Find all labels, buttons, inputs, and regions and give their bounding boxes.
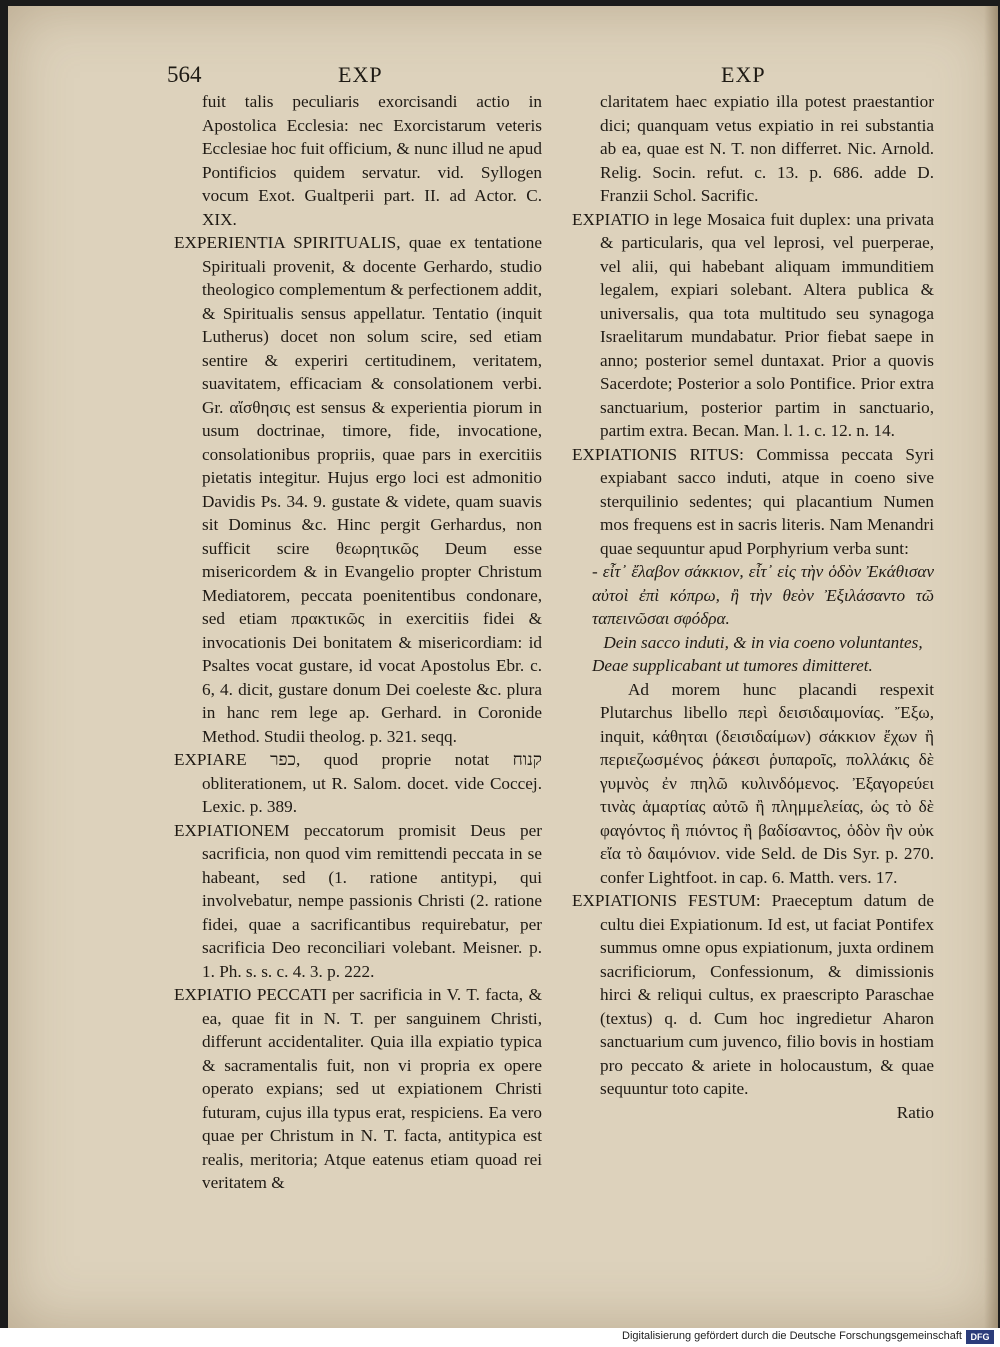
left-column: [174, 90, 542, 1195]
page-number: 564: [167, 62, 202, 87]
continuation-paragraph: fuit talis peculiaris exorcisandi actio in Apostolica Ecclesia: nec Exorcistarum veteris Ecclesiae hoc fuit officium, & nunc illud ne apud Pontificios quidem servatur. vid. Syllogen vocum Exot. Gualtperii part. II. ad Actor. C. XIX.: [202, 92, 542, 229]
right-column: [572, 90, 934, 1124]
catchword: Ratio: [896, 1102, 934, 1122]
dictionary-entry: EXPIATIONIS RITUS: Commissa peccata Syri expiabant sacco induti, atque in coeno sive sterquilinio sedentes; qui placantium Numen mos frequens est in sacris literis. Nam Menandri quae sequuntur apud Porphyrium verba sunt:: [572, 444, 934, 558]
paragraph: Ad morem hunc placandi respexit Plutarchus libello περὶ δεισιδαιμονίας. Ἔξω, inquit, κάθηται (δεισιδαίμων) σάκκιον ἔχων ἢ περιεζωσμένος ῥάκεσι ῥυπαροῖς, πολλάκις δὲ γυμνὸς ἐν πηλῶ κυλινδόμενος. Ἐξαγορεύει τινὰς ἁμαρτίας αὐτῶ ἢ πλημμελείας, ὡς τὸ δὲ φαγόντος ἢ πιόντος ἢ βαδίσαντος, ὁδὸν ἣν οὐκ εἴα τὸ δαιμόνιον. vide Seld. de Dis Syr. p. 270. confer Lightfoot. in cap. 6. Matth. vers. 17.: [600, 679, 934, 887]
digitization-footer: [0, 1328, 1000, 1347]
footer-credit: Digitalisierung gefördert durch die Deutsche Forschungsgemeinschaft: [622, 1330, 962, 1342]
dictionary-entry: EXPIATIONEM peccatorum promisit Deus per sacrificia, non quod vim remittendi peccata in se habeant, sed (1. ratione antitypi, qui involvebatur, nempe passionis Christi (2. ratione fidei, quae a sacrificantibus requirebatur, per sacrificia Deo reconciliari volebant. Meisner. p. 1. Ph. s. s. c. 4. 3. p. 222.: [174, 820, 542, 981]
dictionary-entry: EXPIARE כפר, quod proprie notat קנוח obliterationem, ut R. Salom. docet. vide Coccej. Lexic. p. 389.: [174, 750, 542, 816]
greek-verse: - εἶτ᾽ ἔλαβον σάκκιον, εἶτ᾽ εἰς τὴν ὁδὸν Ἐκάθισαν αὐτοὶ ἐπὶ κόπρω, ἢ τὴν θεὸν Ἐξιλάσαντο τῶ ταπεινῶσαι σφόδρα.: [592, 562, 934, 628]
dictionary-entry: EXPIATIO PECCATI per sacrificia in V. T. facta, & ea, quae fit in N. T. per sanguinem Christi, differunt accidentaliter. Quia illa expiatio typica & sacramentalis fuit, non vi propria ex opere operato expians; sed ut expiationem Christi futuram, cujus illa typus erat, respiciens. Ea vero quae per Christum in N. T. facta, antitypica est realis, meritoria; Atque eatenus etiam quoad rei veritatem &: [174, 985, 542, 1192]
continuation-paragraph: claritatem haec expiatio illa potest praestantior dici; quanquam vetus expiatio in rei substantia ab ea, quae est N. T. non differret. Nic. Arnold. Relig. Socin. refut. c. 13. p. 686. adde D. Franzii Schol. Sacrific.: [600, 92, 934, 205]
dictionary-entry: EXPERIENTIA SPIRITUALIS, quae ex tentatione Spirituali provenit, & docente Gerhardo, studio theologico complementum & perfectionem addit, & Spiritualis sensus appellatur. Tentatio (inquit Lutherus) docet non solum scire, sed etiam sentire & experiri certitudinem, veritatem, suavitatem, efficaciam & consolationem verbi. Gr. αἴσθησις est sensus & experientia piorum in usum doctrinae, timore, fide, invocatione, consolationibus propriis, quae pars in exercitiis pietatis integitur. Hujus ergo loci est admonitio Davidis Ps. 34. 9. gustate & videte, quam suavis sit Dominus &c. Hinc pergit Gerhardus, non sufficit scire θεωρητικῶς Deum esse misericordem & in Evangelio propter Christum Mediatorem, peccata poenitentibus condonare, sed etiam πρακτικῶς in exercitiis fidei & invocationis Dei bonitatem & misericordiam: id Psaltes vocat gustare, id vocat Apostolus Ebr. c. 6, 4. dicit, gustare donum Dei coeleste &c. plura in hanc rem lege ap. Gerhard. in Coronide Method. Studii theolog. p. 321. seqq.: [174, 233, 542, 746]
running-head-right: EXP: [721, 62, 766, 87]
dictionary-entry: EXPIATIO in lege Mosaica fuit duplex: una privata & particularis, qua vel leprosi, vel puerperae, vel alii, qui habebant aliquam immunditiem legalem, expiari solebant. Altera publica & universalis, qua tota multitudo seu synagoga Israelitarum mundabatur. Prior fiebat saepe in anno; posterior semel duntaxat. Prior a quovis Sacerdote; Posterior a solo Pontifice. Prior extra sanctuarium, posterior partim in sanctuario, partim extra. Becan. Man. l. 1. c. 12. n. 14.: [572, 209, 934, 440]
book-page: [8, 6, 998, 1328]
dfg-logo-icon: DFG: [966, 1330, 994, 1344]
running-head-left: EXP: [338, 62, 383, 87]
latin-verse: Dein sacco induti, & in via coeno voluntantes,: [603, 632, 923, 652]
latin-verse: Deae supplicabant ut tumores dimitteret.: [592, 656, 873, 675]
dictionary-entry: EXPIATIONIS FESTUM: Praeceptum datum de cultu diei Expiationum. Id est, ut faciat Pontifex summus omne opus expiationum, juxta ordinem sacrificiorum, Confessionum, & dimissionis hirci & reliqui cultus, ex praescripto Paraschae (textus) q. d. Cum hoc ingredietur Aharon sanctuarium cum juvenco, filio bovis in hostiam pro peccato & ariete in holocaustum, & quae sequuntur toto capite.: [572, 891, 934, 1098]
